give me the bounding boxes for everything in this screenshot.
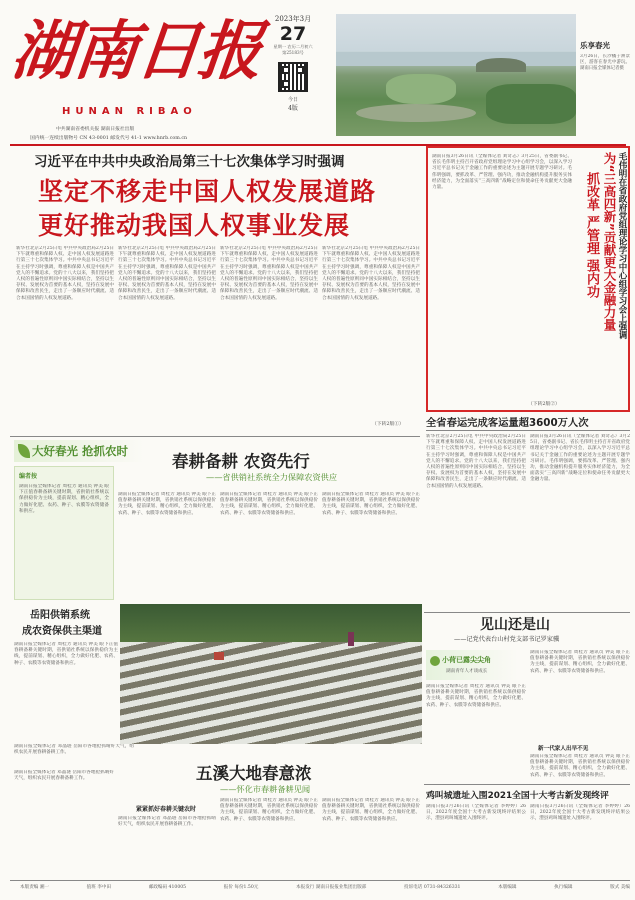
lotus-icon [430,656,440,666]
mountain-col2: 湖南日报全媒体记者 周桂芳 通讯员 钟美 眼下正值春耕备耕关键时期，省供销社系统以保供稳价为主线，提前谋划、精心组织，全力做好化肥、农药、种子、农膜等农资储备和供应。 [530,650,630,674]
spring-title: 春耕备耕 农资先行 [172,452,310,471]
editor-note-body: 湖南日报全媒体记者 周桂芳 通讯员 钟美 眼下正值春耕备耕关键时期，省供销社系统以保供稳价为主线，提前谋划、精心组织，全力做好化肥、农药、种子、农膜等农资储备和供应。 [19,484,109,514]
lead-body-col3: 新华社北京2月25日电 中共中央政治局2月25日下午就尊重和保障人权、走中国人权发展道路进行第三十七次集体学习。中共中央总书记习近平在主持学习时强调，尊重和保障人权是中国共产党人的不懈追求。党的十八大以来，我们坚持把人权的普遍性原则同中国实际相结合，坚持以生存权、发展权为首要的基本人权，坚持在发展中保障和改善民生，走出了一条顺应时代潮流、适合本国国情的人权发展道路。 [220,246,318,301]
promo-label: 乐享春光 [580,41,610,50]
short-left-body: 湖南日报全媒体记者 邓晶琎 岳阳市各地抢抓晴好天气，组织农民开展春耕备耕工作。 [14,770,114,782]
wheat-col1: 新华社北京2月25日电 中共中央政治局2月25日下午就尊重和保障人权、走中国人权发展道路进行第三十七次集体学习。中共中央总书记习近平在主持学习时强调，尊重和保障人权是中国共产党人的不懈追求。党的十八大以来，我们坚持把人权的普遍性原则同中国实际相结合，坚持以生存权、发展权为首要的基本人权，坚持在发展中保障和改善民生，走出了一条顺应时代潮流、适合本国国情的人权发展道路。 [426,434,526,489]
mini-banner [426,650,518,680]
mountain-col3: 湖南日报全媒体记者 周桂芳 通讯员 钟美 眼下正值春耕备耕关键时期，省供销社系统以保供稳价为主线，提前谋划、精心组织，全力做好化肥、农药、种子、农膜等农资储备和供应。 [530,754,630,778]
masthead-header-line: 中共湖南省委机关报 湖南日报社出版 [56,127,135,132]
wuxi-col2: 湖南日报全媒体记者 周桂芳 通讯员 钟美 眼下正值春耕备耕关键时期，省供销社系统以保供稳价为主线，提前谋划、精心组织，全力做好化肥、农药、种子、农膜等农资储备和供应。 [322,798,420,822]
lead-more[interactable]: （下转2版①） [372,422,404,427]
footer-item: 值班 李中田 [86,885,112,890]
promo-caption: 3月26日，长沙橘子洲景区，游客在春光中游玩。湖南日报全媒体记者摄 [580,54,630,72]
footer-item: 投诉电话 0731-84326331 [404,885,461,890]
right-feature-title1: 抓改革 严管理 强内功 [584,172,599,299]
right-feature-title2: 为“三高四新”贡献更大金融力量 [602,152,617,331]
mountain-tail-title: 新一代家人出早不见 [538,746,589,752]
lead-body-col1: 新华社北京2月25日电 中共中央政治局2月25日下午就尊重和保障人权、走中国人权发展道路进行第三十七次集体学习。中共中央总书记习近平在主持学习时强调，尊重和保障人权是中国共产党人的不懈追求。党的十八大以来，我们坚持把人权的普遍性原则同中国实际相结合，坚持以生存权、发展权为首要的基本人权，坚持在发展中保障和改善民生，走出了一条顺应时代潮流、适合本国国情的人权发展道路。 [16,246,114,301]
editor-note [14,466,114,600]
spring-banner [14,440,144,462]
mountain-col1: 湖南日报全媒体记者 周桂芳 通讯员 钟美 眼下正值春耕备耕关键时期，省供销社系统以保供稳价为主线，提前谋划、精心组织，全力做好化肥、农药、种子、农膜等农资储备和供应。 [426,684,526,708]
short-left-body2: 湖南日报全媒体记者 邓晶琎 岳阳市各地抢抓晴好天气，组织农民开展春耕备耕工作。 [118,816,216,828]
masthead-pinyin: HUNAN RIBAO [62,106,197,117]
editor-note-label: 编者按 [19,473,38,480]
right-feature-more[interactable]: （下转2版②） [528,402,560,407]
footer-item: 邮政编码 410005 [148,885,187,890]
wheat-col2: 湖南日报3月26日讯（全媒体记者 刘奇志）3月25日，省委副书记、省长毛伟明主持召开省政府党组理论学习中心组学习会，以深入学习习近平总书记关于金融工作的重要论述为主题开展专题学习研讨。毛伟明强调，要抓改革、严管理、强内功，推动金融机构提升服务实体经济能力，为全面落实“三高四新”战略定位和使命任务贡献更大金融力量。 [530,434,630,483]
lead-body-col2: 新华社北京2月25日电 中共中央政治局2月25日下午就尊重和保障人权、走中国人权发展道路进行第三十七次集体学习。中共中央总书记习近平在主持学习时强调，尊重和保障人权是中国共产党人的不懈追求。党的十八大以来，我们坚持把人权的普遍性原则同中国实际相结合，坚持以生存权、发展权为首要的基本人权，坚持在发展中保障和改善民生，走出了一条顺应时代潮流、适合本国国情的人权发展道路。 [118,246,216,301]
masthead-logo: 湖南日报 [8,14,264,89]
mini-banner-label: 小荷已露尖尖角 [442,655,491,664]
short-left-title: 紧紧抓好春耕关键农时 [136,806,197,813]
lead-title-line1: 坚定不移走中国人权发展道路 [38,177,377,206]
lead-kicker: 习近平在中共中央政治局第三十七次集体学习时强调 [34,154,345,170]
date-year-month: 2023年3月 [274,15,312,23]
archaeology-title: 鸡叫城遗址入围2021全国十大考古新发现终评 [426,791,609,801]
archaeology-col2: 湖南日报3月26日讯（全媒体记者 李婷婷）26日，2022年度全国十大考古新发现终评结果公示，澧县鸡叫城遗址入围终评。 [530,804,630,822]
footer-item: 本版编辑 [498,885,517,890]
archaeology-col1: 湖南日报3月26日讯（全媒体记者 李婷婷）26日，2022年度全国十大考古新发现终评结果公示，澧县鸡叫城遗址入围终评。 [426,804,526,822]
right-feature-body: 湖南日报3月26日讯（全媒体记者 刘奇志）3月25日，省委副书记、省长毛伟明主持召开省政府党组理论学习中心组学习会，以深入学习习近平总书记关于金融工作的重要论述为主题开展专题学习研讨。毛伟明强调，要抓改革、严管理、强内功，推动金融机构提升服务实体经济能力，为全面落实“三高四新”战略定位和使命任务贡献更大金融力量。 [432,154,572,191]
spring-col1: 湖南日报全媒体记者 周桂芳 通讯员 钟美 眼下正值春耕备耕关键时期，省供销社系统以保供稳价为主线，提前谋划、精心组织，全力做好化肥、农药、种子、农膜等农资储备和供应。 [118,492,216,516]
page-count: 4版 [288,105,298,112]
lead-body-col4: 新华社北京2月25日电 中共中央政治局2月25日下午就尊重和保障人权、走中国人权发展道路进行第三十七次集体学习。中共中央总书记习近平在主持学习时强调，尊重和保障人权是中国共产党人的不懈追求。党的十八大以来，我们坚持把人权的普遍性原则同中国实际相结合，坚持以生存权、发展权为首要的基本人权，坚持在发展中保障和改善民生，走出了一条顺应时代潮流、适合本国国情的人权发展道路。 [322,246,420,301]
date-day: 27 [279,23,307,45]
mini-banner-sub: 湖南青年人才谈成长 [446,669,488,674]
footer-item: 执行编辑 [554,885,573,890]
masthead-title [8,10,264,102]
wuxi-title: 五溪大地春意浓 [196,764,312,783]
page-count-label: 今日 [287,97,298,103]
lead-title-line2: 更好推动我国人权事业发展 [38,211,351,240]
farm-photo [120,604,422,744]
farm-photo-caption: 湖南日报全媒体记者 邓晶琎 岳阳市各地抢抓晴好天气，组织农民开展春耕备耕工作。 [14,744,134,756]
qr-code[interactable] [278,62,308,92]
wuxi-col1: 湖南日报全媒体记者 周桂芳 通讯员 钟美 眼下正值春耕备耕关键时期，省供销社系统以保供稳价为主线，提前谋划、精心组织，全力做好化肥、农药、种子、农膜等农资储备和供应。 [220,798,318,822]
spring-subtitle: ——省供销社系统全力保障农资供应 [206,472,338,482]
footer-item: 版式 美编 [610,885,630,890]
wuxi-subtitle: ——怀化市春耕备耕见闻 [220,784,311,794]
spring-col3: 湖南日报全媒体记者 周桂芳 通讯员 钟美 眼下正值春耕备耕关键时期，省供销社系统以保供稳价为主线，提前谋划、精心组织，全力做好化肥、农药、种子、农膜等农资储备和供应。 [322,492,420,516]
wheat-headline: 全省春运完成客运量超3600万人次 [426,417,589,429]
footer-item: 本报发行 湖南日报报业集团出版部 [296,885,367,890]
right-feature-box [426,146,630,412]
footer-item: 本版责编 湘一 [20,885,50,890]
leaf-icon [18,444,30,458]
spring-col2: 湖南日报全媒体记者 周桂芳 通讯员 钟美 眼下正值春耕备耕关键时期，省供销社系统以保供稳价为主线，提前谋划、精心组织，全力做好化肥、农药、种子、农膜等农资储备和供应。 [220,492,318,516]
date-weekday: 星期一 农历二月初六 [273,44,313,49]
date-box [262,14,324,134]
footer [20,884,630,890]
mountain-subtitle: ——记党代表台山村党支部书记罗家骥 [454,636,560,643]
spring-banner-text: 大好春光 抢抓农时 [32,444,129,458]
promo-photo [336,14,576,136]
mountain-title: 见山还是山 [480,617,550,633]
side-story-title1: 岳阳供销系统 [30,610,90,621]
side-story-body: 湖南日报全媒体记者 周桂芳 通讯员 钟美 眼下正值春耕备耕关键时期，省供销社系统以保供稳价为主线，提前谋划、精心组织，全力做好化肥、农药、种子、农膜等农资储备和供应。 [14,642,118,666]
side-story-title2: 成农资保供主渠道 [22,626,102,637]
date-issue: 第25183号 [282,50,304,55]
masthead-header-line2: 国内统一连续出版物号 CN 43-0001 邮发代号 41-1 www.hnrb.com.cn [30,136,188,141]
right-feature-kicker: 毛伟明在省政府党组理论学习中心组学习会上强调 [617,152,627,339]
footer-item: 报价 每份1.50元 [223,885,259,890]
